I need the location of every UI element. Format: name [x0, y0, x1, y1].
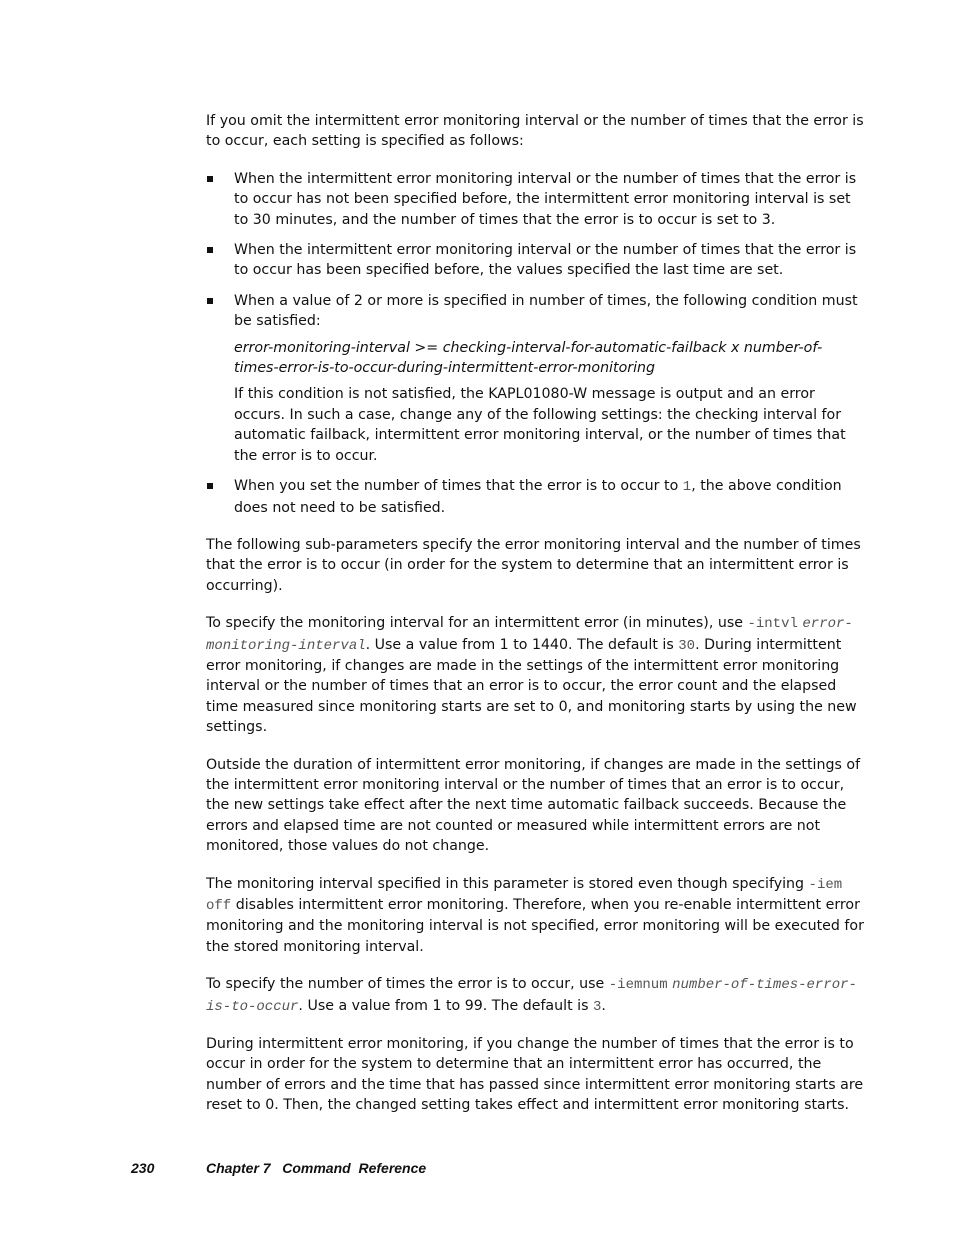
text-run: . During intermittent error monitoring, if changes are made in the settings of the intermittent error monitoring interval or the number of times that an error is to occur, the error count and the elapsed time measured since monitoring starts are set to 0, and monitoring starts by using the new settings.	[206, 636, 857, 736]
list-item	[206, 476, 866, 518]
default-settings-list	[206, 169, 866, 518]
outside-duration-paragraph: Outside the duration of intermittent error monitoring, if changes are made in the settings of the intermittent error monitoring interval or the number of times that an error is to occur, the new settings take effect after the next time automatic failback succeeds. Because the errors and elapsed time are not counted or measured while intermittent errors are not monitored, those values do not change.	[206, 756, 861, 855]
text-run: . Use a value from 1 to 99. The default is	[298, 997, 593, 1014]
square-bullet-icon	[207, 247, 213, 253]
list-item-text: , the above condition does not need to be satisfied.	[234, 478, 842, 516]
text-run: To specify the number of times the error is to occur, use	[206, 976, 609, 993]
subparameters-paragraph: The following sub-parameters specify the error monitoring interval and the number of times that the error is to occur (in order for the system to determine that an intermittent error is occurring).	[206, 536, 861, 594]
list-item-text: When a value of 2 or more is specified in number of times, the following condition must be satisfied:	[234, 292, 858, 330]
code-value: 30	[678, 637, 696, 654]
code-option: -iem off	[206, 876, 843, 914]
condition-note: If this condition is not satisfied, the KAPL01080-W message is output and an error occurs. In such a case, change any of the following settings: the checking interval for automatic failback, intermittent error monitoring interval, or the number of times that the error is to occur.	[234, 386, 846, 464]
text-run: disables intermittent error monitoring. Therefore, when you re-enable intermittent error monitoring and the monitoring interval is not specified, error monitoring will be executed for the stored monitoring interval.	[206, 897, 864, 955]
list-item-text: When you set the number of times that the error is to occur to	[234, 478, 683, 495]
code-argument: number-of-times-error-is-to-occur	[206, 977, 857, 1015]
text-run: .	[601, 997, 606, 1014]
intvl-paragraph	[206, 613, 866, 737]
text-run: The monitoring interval specified in this parameter is stored even though specifying	[206, 875, 809, 892]
list-item	[206, 291, 866, 466]
condition-formula: error-monitoring-interval >= checking-interval-for-automatic-failback x number-of-times-error-is-to-occur-during-intermittent-error-monitoring	[234, 339, 823, 377]
square-bullet-icon	[207, 483, 213, 489]
page-body	[206, 111, 866, 1133]
list-item-text: When the intermittent error monitoring interval or the number of times that the error is to occur has not been specified before, the intermittent error monitoring interval is set to 30 minutes, and the number of times that the error is to occur is set to 3.	[234, 170, 857, 228]
list-item	[206, 169, 866, 230]
square-bullet-icon	[207, 298, 213, 304]
code-value: 1	[682, 479, 692, 496]
list-item	[206, 240, 866, 281]
text-run: To specify the monitoring interval for an intermittent error (in minutes), use	[206, 615, 748, 632]
page-number: 230	[131, 1160, 155, 1176]
code-value: 3	[592, 998, 602, 1015]
list-item-text: When the intermittent error monitoring interval or the number of times that the error is to occur has been specified before, the values specified the last time are set.	[234, 242, 857, 279]
stored-interval-paragraph	[206, 874, 866, 958]
code-argument: error-monitoring-interval	[206, 616, 853, 654]
square-bullet-icon	[207, 176, 213, 182]
change-count-paragraph: During intermittent error monitoring, if you change the number of times that the error is to occur in order for the system to determine that an intermittent error has occurred, the number of errors and the time that has passed since intermittent error monitoring starts are reset to 0. Then, the changed setting takes effect and intermittent error monitoring starts.	[206, 1036, 864, 1114]
text-run: . Use a value from 1 to 1440. The default is	[365, 636, 679, 653]
intro-paragraph: If you omit the intermittent error monitoring interval or the number of times that the error is to occur, each setting is specified as follows:	[206, 113, 864, 150]
code-option: -intvl	[747, 616, 798, 633]
iemnum-paragraph	[206, 974, 866, 1017]
chapter-title: Chapter 7 Command Reference	[206, 1160, 427, 1176]
code-option: -iemnum	[608, 977, 668, 994]
